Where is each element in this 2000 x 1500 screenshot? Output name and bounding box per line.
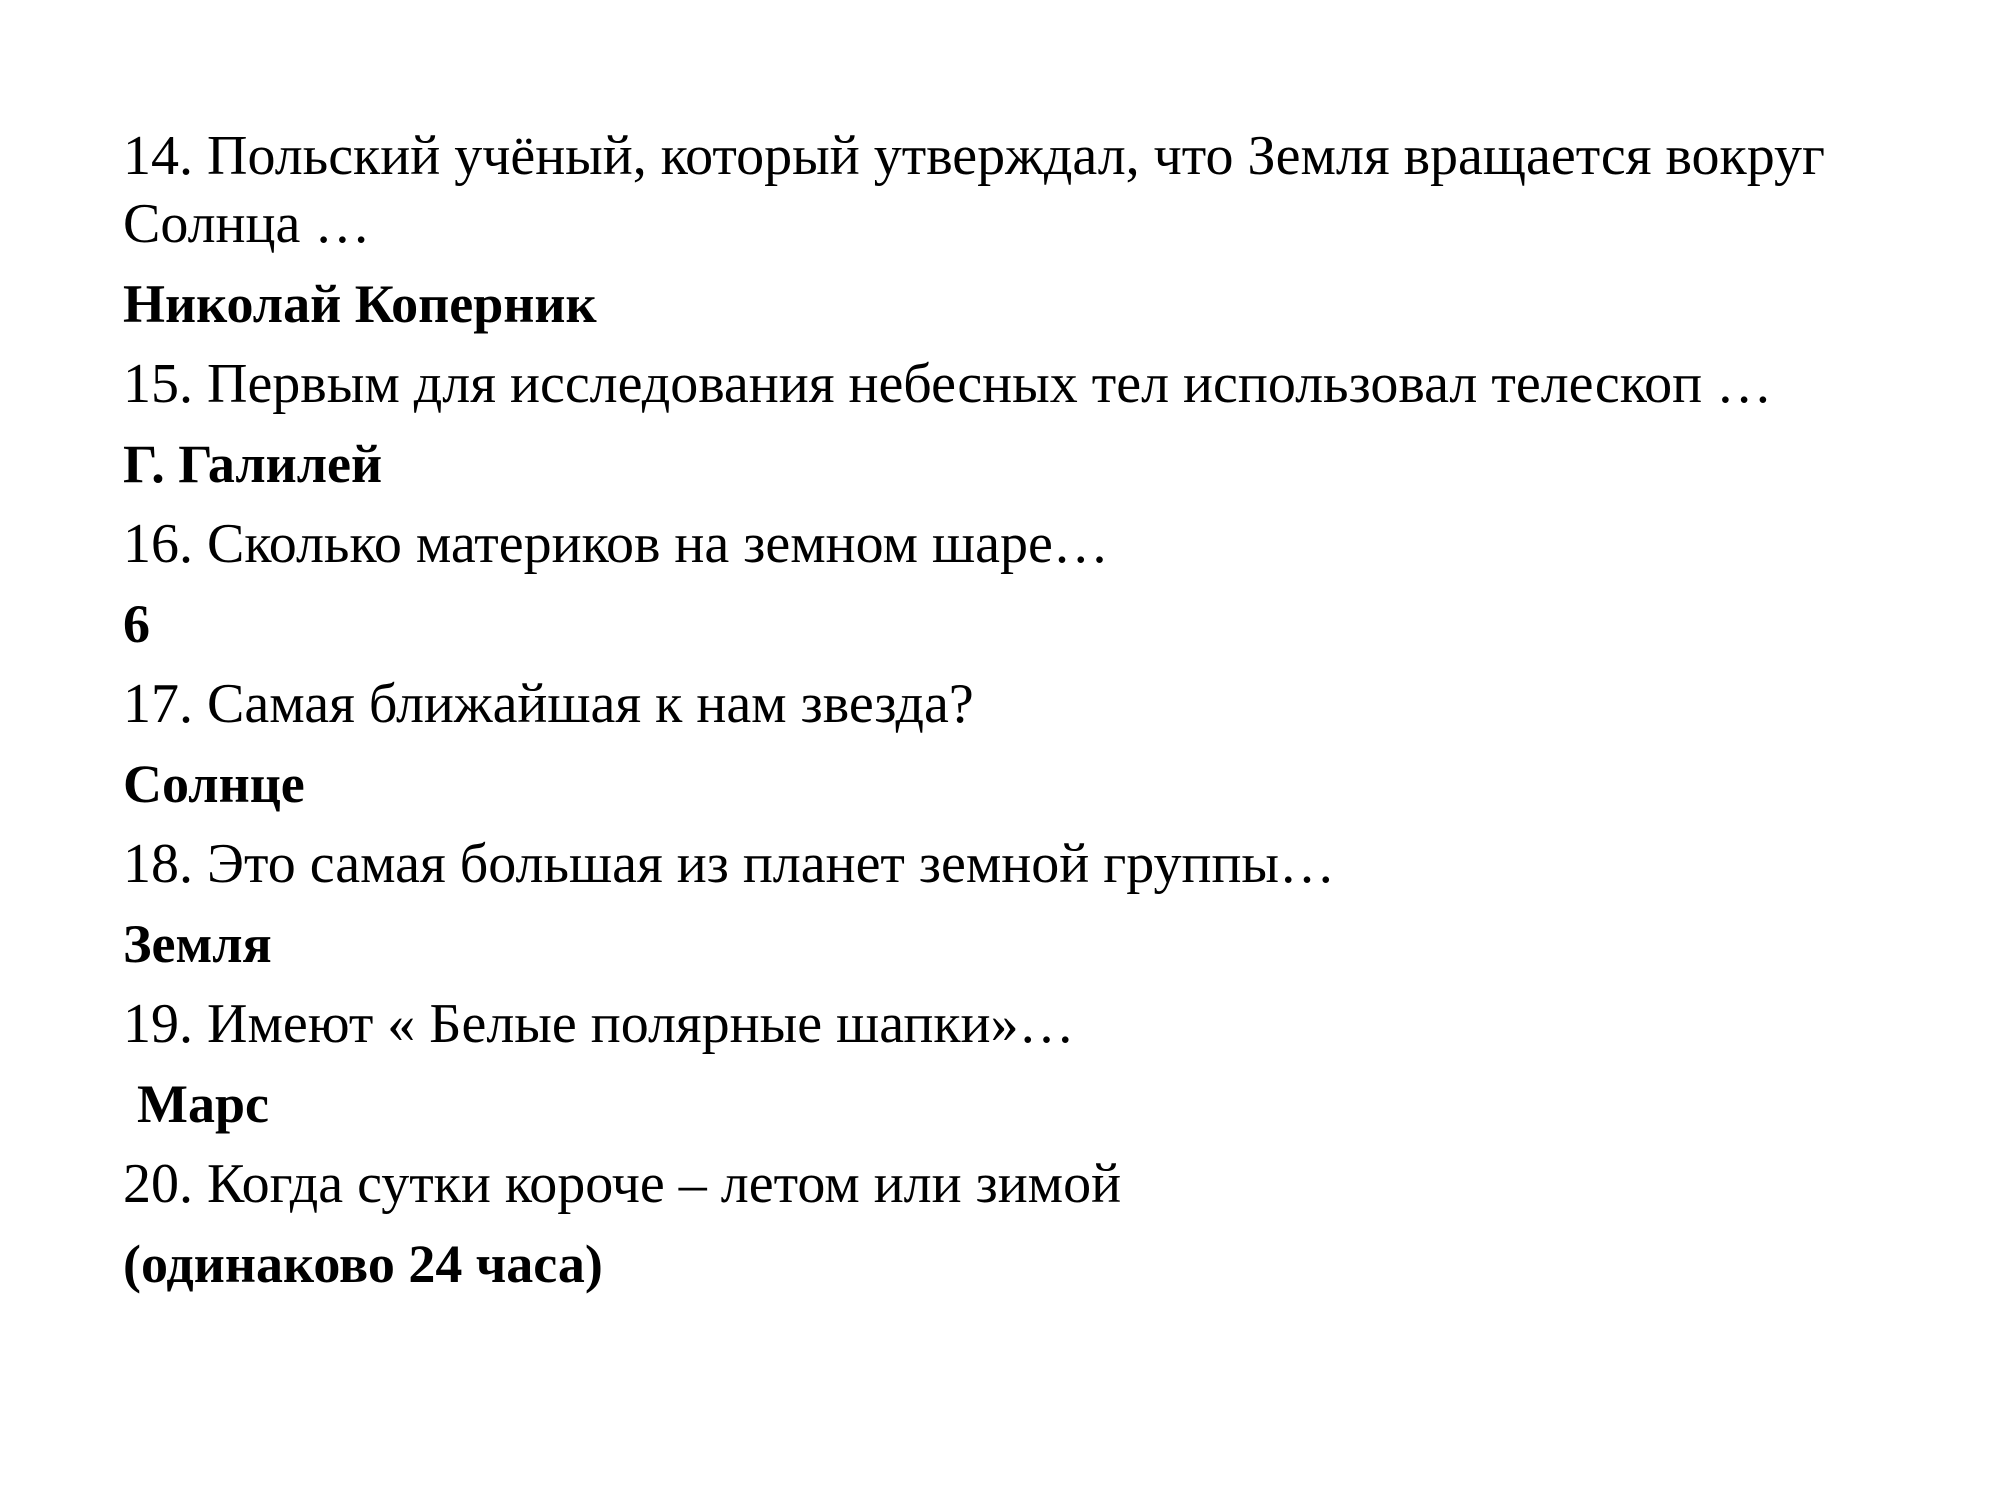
- question-19: 19. Имеют « Белые полярные шапки»…: [123, 993, 1075, 1055]
- answer-17: Солнце: [123, 754, 305, 814]
- answer-14: Николай Коперник: [123, 274, 597, 334]
- answer-20: (одинаково 24 часа): [123, 1234, 603, 1294]
- question-14: 14. Польский учёный, который утверждал, что Земля вращается вокруг Солнца …: [123, 125, 1825, 255]
- answer-15: Г. Галилей: [123, 434, 383, 494]
- answer-18: Земля: [123, 914, 272, 974]
- question-20: 20. Когда сутки короче – летом или зимой: [123, 1153, 1122, 1215]
- quiz-content: [123, 122, 1923, 1310]
- question-18: 18. Это самая большая из планет земной группы…: [123, 833, 1336, 895]
- answer-19: Марс: [137, 1074, 269, 1134]
- question-16: 16. Сколько материков на земном шаре…: [123, 513, 1109, 575]
- question-17: 17. Самая ближайшая к нам звезда?: [123, 673, 974, 735]
- answer-16: 6: [123, 594, 150, 654]
- question-15: 15. Первым для исследования небесных тел использовал телескоп …: [123, 353, 1773, 415]
